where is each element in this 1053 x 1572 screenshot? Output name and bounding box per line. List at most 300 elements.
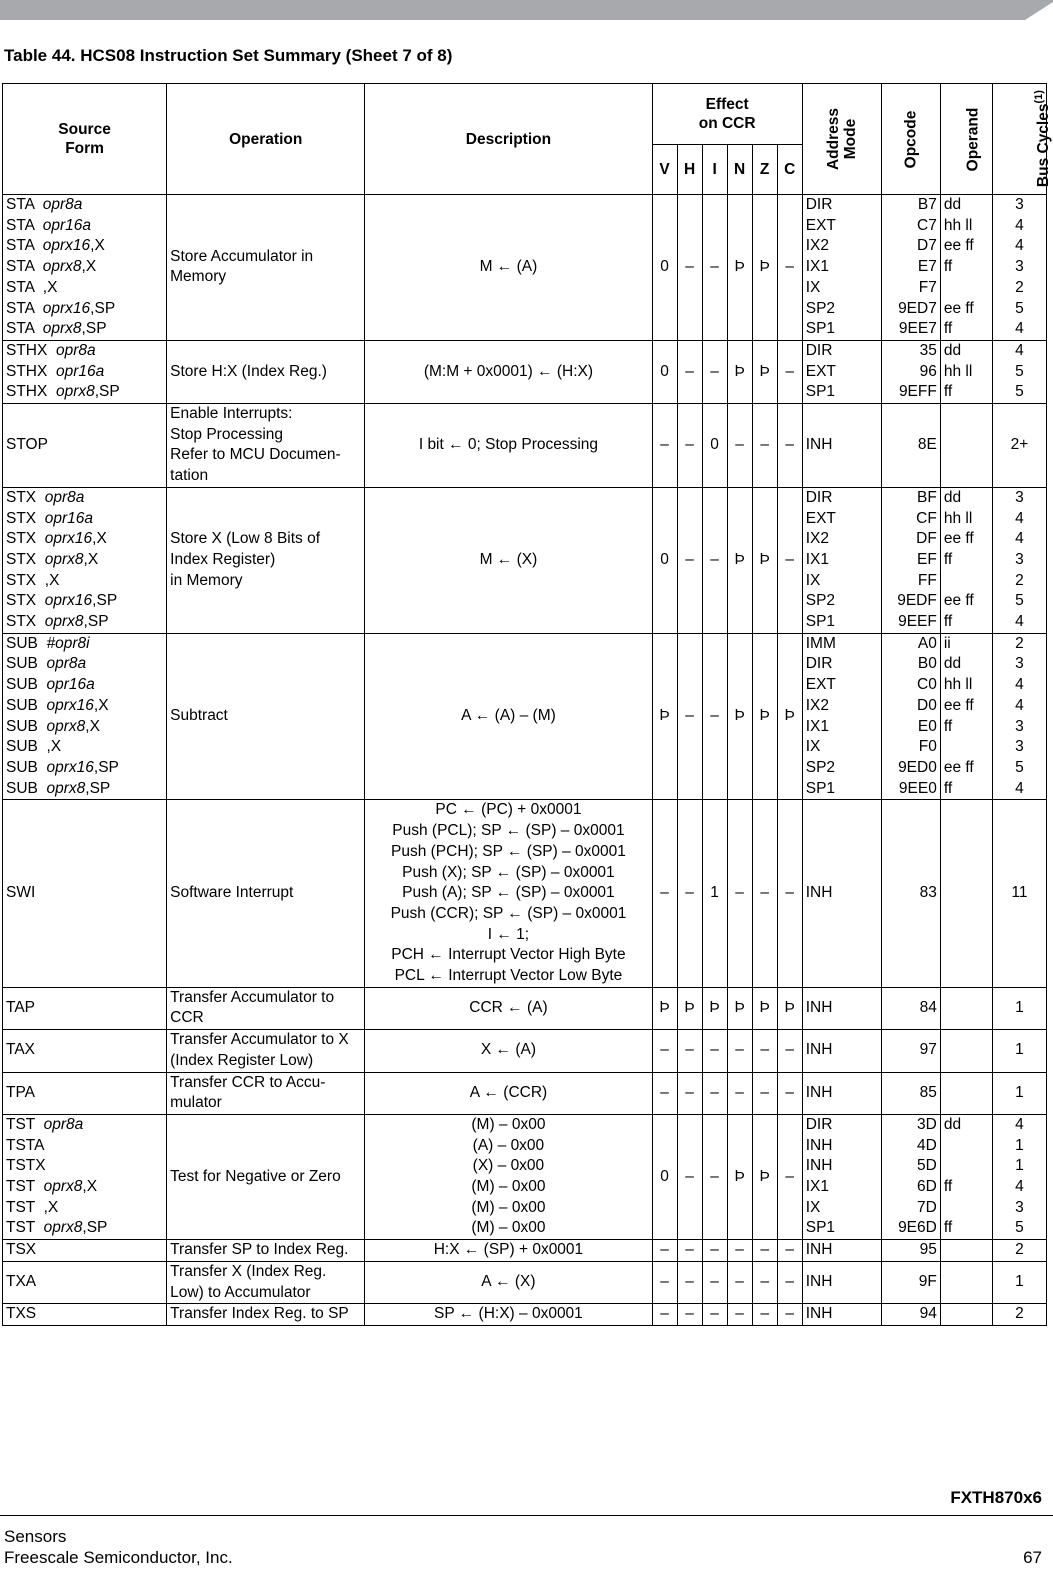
- ccr-flag-c: –: [777, 340, 802, 403]
- opcode: 9EE0: [898, 779, 937, 797]
- header-address-mode: [802, 84, 881, 195]
- opcode: 94: [919, 1305, 937, 1323]
- source-line: STX oprx8,X: [6, 550, 99, 568]
- operand: ff: [943, 1219, 953, 1237]
- operand-cell: [940, 987, 992, 1029]
- address-mode-cell: [802, 987, 881, 1029]
- source-line: TAX: [6, 1041, 35, 1059]
- operand-cell: [940, 1240, 992, 1262]
- address-mode: IX1: [805, 550, 829, 568]
- address-mode: SP1: [805, 779, 836, 797]
- operand: [944, 1156, 989, 1177]
- opcode: F7: [918, 278, 937, 296]
- operand-name: oprx8: [44, 613, 84, 631]
- address-mode: IX2: [805, 237, 829, 255]
- operand-cell: [940, 340, 992, 403]
- address-mode-cell: [802, 195, 881, 341]
- source-form-cell: [3, 800, 167, 987]
- ccr-flag-z: Þ: [752, 487, 777, 633]
- description-line: PCH ← Interrupt Vector High Byte: [391, 946, 626, 964]
- operation-line: in Memory: [170, 571, 243, 589]
- source-line: STHX opr8a: [6, 341, 96, 359]
- bus-cycles: 11: [1011, 884, 1028, 902]
- operand-cell: [940, 195, 992, 341]
- operand-cell: [940, 1030, 992, 1072]
- source-line: STA opr16a: [6, 216, 92, 234]
- ccr-flag-h: –: [677, 1030, 702, 1072]
- header-description: Description: [365, 84, 652, 195]
- description-line: Push (X); SP ← (SP) – 0x0001: [402, 863, 615, 881]
- ccr-flag-n: –: [727, 1240, 752, 1262]
- ccr-flag-v: –: [652, 1072, 677, 1114]
- address-mode: SP1: [805, 613, 836, 631]
- address-mode: IX: [805, 1198, 821, 1216]
- operand: hh ll: [943, 362, 973, 380]
- ccr-flag-n: Þ: [727, 195, 752, 341]
- operation-cell: [167, 1072, 365, 1114]
- bus-cycles: 3: [1015, 258, 1024, 276]
- operand-cell: [940, 1114, 992, 1239]
- opcode: 3D: [917, 1115, 937, 1133]
- description-line: H:X ← (SP) + 0x0001: [433, 1241, 584, 1259]
- operand: [944, 278, 989, 299]
- header-text: Form: [65, 140, 104, 157]
- operand-name: oprx16: [44, 530, 93, 548]
- description-cell: [365, 195, 652, 341]
- address-mode: IMM: [805, 634, 836, 652]
- address-mode: EXT: [805, 216, 836, 234]
- source-form-cell: [3, 195, 167, 341]
- description-line: I ← 1;: [487, 925, 530, 943]
- source-line: TST opr8a: [6, 1115, 84, 1133]
- header-effect-on-ccr: [652, 84, 802, 145]
- ccr-flag-n: Þ: [727, 987, 752, 1029]
- bus-cycles: 2: [1015, 571, 1024, 589]
- ccr-flag-c: –: [777, 1072, 802, 1114]
- source-line: TPA: [6, 1083, 35, 1101]
- operand: hh ll: [943, 216, 973, 234]
- address-mode: IX2: [805, 530, 829, 548]
- opcode: 35: [919, 341, 937, 359]
- table-row: [3, 340, 1047, 403]
- operand-name: opr16a: [55, 362, 105, 380]
- source-line: SUB opr16a: [6, 676, 95, 694]
- opcode: 9E6D: [898, 1219, 937, 1237]
- bus-cycles-cell: [992, 1072, 1046, 1114]
- operation-line: Store X (Low 8 Bits of: [170, 530, 321, 548]
- table-row: [3, 1304, 1047, 1326]
- address-mode: INH: [805, 1305, 833, 1323]
- ccr-flag-i: –: [702, 1304, 727, 1326]
- description-cell: [365, 1261, 652, 1303]
- header-flag-n: N: [727, 145, 752, 195]
- description-line: PC ← (PC) + 0x0001: [435, 801, 582, 819]
- operation-line: mulator: [170, 1094, 222, 1112]
- table-row: [3, 633, 1047, 800]
- address-mode: INH: [805, 1157, 833, 1175]
- header-text: Address: [824, 107, 842, 170]
- header-operand: Operand: [940, 84, 992, 195]
- operand: ff: [943, 383, 953, 401]
- operation-line: tation: [170, 467, 209, 485]
- operand-name: opr8a: [44, 488, 85, 506]
- ccr-flag-v: Þ: [652, 633, 677, 800]
- opcode-cell: [881, 487, 940, 633]
- operand: ff: [943, 258, 953, 276]
- ccr-flag-h: –: [677, 800, 702, 987]
- source-line: TST ,X: [6, 1198, 59, 1216]
- address-mode-cell: [802, 1261, 881, 1303]
- bus-cycles: 5: [1015, 362, 1024, 380]
- description-cell: [365, 987, 652, 1029]
- ccr-flag-z: –: [752, 404, 777, 488]
- opcode-cell: [881, 404, 940, 488]
- operand: [944, 1198, 989, 1219]
- bus-cycles: 5: [1015, 299, 1024, 317]
- source-form-cell: [3, 1030, 167, 1072]
- ccr-flag-v: 0: [652, 340, 677, 403]
- opcode-cell: [881, 1261, 940, 1303]
- ccr-flag-h: –: [677, 633, 702, 800]
- opcode: DF: [916, 530, 937, 548]
- operand-name: opr8a: [55, 341, 96, 359]
- address-mode: INH: [805, 999, 833, 1017]
- opcode: 8E: [917, 436, 937, 454]
- operand: dd: [943, 1115, 962, 1133]
- opcode: F0: [918, 738, 937, 756]
- operation-cell: Store H:X (Index Reg.): [167, 340, 365, 403]
- address-mode-cell: [802, 1072, 881, 1114]
- operand: hh ll: [943, 676, 973, 694]
- ccr-flag-h: –: [677, 195, 702, 341]
- ccr-flag-v: –: [652, 1030, 677, 1072]
- operand: [944, 1136, 989, 1157]
- bus-cycles-cell: [992, 1240, 1046, 1262]
- bus-cycles: 1: [1015, 1083, 1024, 1101]
- description-line: (A) – 0x00: [472, 1136, 545, 1154]
- description-line: M ← (X): [479, 550, 538, 568]
- description-cell: [365, 633, 652, 800]
- table-row: [3, 487, 1047, 633]
- ccr-flag-c: –: [777, 800, 802, 987]
- source-line: STA oprx8,X: [6, 258, 97, 276]
- header-source-form: [3, 84, 167, 195]
- bus-cycles: 4: [1015, 696, 1024, 714]
- bus-cycles: 2+: [1010, 436, 1029, 454]
- source-line: TSX: [6, 1241, 37, 1259]
- address-mode-cell: [802, 1304, 881, 1326]
- operand: [944, 998, 989, 1019]
- ccr-flag-v: –: [652, 1261, 677, 1303]
- operation-cell: Transfer X (Index Reg. Low) to Accumulator: [167, 1261, 365, 1303]
- ccr-flag-i: –: [702, 633, 727, 800]
- opcode: 84: [919, 999, 937, 1017]
- header-flag-i: I: [702, 145, 727, 195]
- description-line: A ← (X): [481, 1273, 536, 1291]
- address-mode: DIR: [805, 488, 833, 506]
- bus-cycles-cell: [992, 404, 1046, 488]
- table-row: [3, 404, 1047, 488]
- opcode: D7: [917, 237, 937, 255]
- address-mode: SP1: [805, 1219, 836, 1237]
- operand-name: oprx16: [42, 299, 91, 317]
- bus-cycles: 5: [1015, 383, 1024, 401]
- ccr-flag-i: –: [702, 1072, 727, 1114]
- address-mode: IX2: [805, 696, 829, 714]
- opcode: FF: [917, 571, 937, 589]
- operand-name: oprx8: [46, 779, 86, 797]
- operand-name: oprx8: [42, 320, 82, 338]
- opcode: 9EEF: [898, 613, 937, 631]
- opcode-cell: [881, 1072, 940, 1114]
- opcode: 6D: [917, 1178, 937, 1196]
- ccr-flag-i: –: [702, 1261, 727, 1303]
- bus-cycles: 3: [1015, 1198, 1024, 1216]
- bus-cycles: 2: [1015, 278, 1024, 296]
- ccr-flag-z: –: [752, 1261, 777, 1303]
- description-line: SP ← (H:X) – 0x0001: [434, 1305, 583, 1323]
- ccr-flag-h: Þ: [677, 987, 702, 1029]
- header-bus-cycles: Bus Cycles$^{(1)}$: [992, 84, 1046, 195]
- description-line: A ← (CCR): [469, 1083, 548, 1101]
- bus-cycles-cell: [992, 1261, 1046, 1303]
- description-line: (M) – 0x00: [471, 1198, 546, 1216]
- bus-cycles: 4: [1015, 613, 1024, 631]
- source-form-cell: [3, 1072, 167, 1114]
- source-line: TAP: [6, 999, 35, 1017]
- table-row: [3, 987, 1047, 1029]
- ccr-flag-i: 1: [702, 800, 727, 987]
- opcode-cell: [881, 340, 940, 403]
- address-mode-cell: [802, 487, 881, 633]
- ccr-flag-n: –: [727, 1072, 752, 1114]
- description-cell: [365, 1072, 652, 1114]
- bus-cycles: 5: [1015, 1219, 1024, 1237]
- footer-divider: [0, 1515, 1053, 1516]
- bus-cycles: 3: [1015, 717, 1024, 735]
- operand: ff: [943, 717, 953, 735]
- description-line: (X) – 0x00: [472, 1157, 545, 1175]
- bus-cycles: 1: [1015, 999, 1024, 1017]
- address-mode: DIR: [805, 196, 833, 213]
- bus-cycles: 4: [1015, 1115, 1024, 1133]
- operation-line: Refer to MCU Documen-: [170, 446, 341, 464]
- operation-line: Index Register): [170, 550, 276, 568]
- ccr-flag-z: Þ: [752, 195, 777, 341]
- address-mode: INH: [805, 1041, 833, 1059]
- opcode: 9F: [918, 1273, 937, 1291]
- source-line: SUB oprx8,X: [6, 717, 100, 735]
- opcode: 7D: [917, 1198, 937, 1216]
- operand: hh ll: [943, 509, 973, 527]
- opcode: BF: [917, 488, 937, 506]
- opcode: 9EDF: [897, 592, 937, 610]
- operand-name: opr16a: [46, 676, 95, 694]
- bus-cycles-cell: [992, 1114, 1046, 1239]
- ccr-flag-v: Þ: [652, 987, 677, 1029]
- ccr-flag-v: 0: [652, 195, 677, 341]
- operation-cell: Transfer SP to Index Reg.: [167, 1240, 365, 1262]
- operation-cell: Subtract: [167, 633, 365, 800]
- opcode: 5D: [917, 1157, 937, 1175]
- source-form-cell: [3, 987, 167, 1029]
- address-mode: INH: [805, 1241, 833, 1259]
- opcode: 97: [919, 1041, 937, 1059]
- operation-line: Stop Processing: [170, 425, 284, 443]
- table-row: [3, 1030, 1047, 1072]
- bus-cycles: 1: [1015, 1136, 1024, 1154]
- opcode: C0: [917, 676, 937, 694]
- opcode: B0: [917, 655, 937, 673]
- address-mode: IX: [805, 571, 821, 589]
- operand: ff: [943, 613, 953, 631]
- ccr-flag-i: –: [702, 195, 727, 341]
- source-form-cell: [3, 1240, 167, 1262]
- operation-line: Transfer CCR to Accu-: [170, 1073, 326, 1091]
- operand: [944, 1272, 989, 1293]
- ccr-flag-h: –: [677, 1240, 702, 1262]
- address-mode: SP1: [805, 320, 836, 338]
- description-cell: [365, 1114, 652, 1239]
- operation-line: Enable Interrupts:: [170, 405, 293, 423]
- operand: [944, 571, 989, 592]
- address-mode: EXT: [805, 509, 836, 527]
- operation-cell: Software Interrupt: [167, 800, 365, 987]
- operand: ee ff: [943, 237, 974, 255]
- description-cell: [365, 1240, 652, 1262]
- ccr-flag-h: –: [677, 1072, 702, 1114]
- bus-cycles: 4: [1015, 216, 1024, 234]
- ccr-flag-n: Þ: [727, 633, 752, 800]
- description-line: X ← (A): [480, 1041, 536, 1059]
- address-mode: DIR: [805, 655, 833, 673]
- ccr-flag-h: –: [677, 1304, 702, 1326]
- address-mode: EXT: [805, 676, 836, 694]
- address-mode: SP1: [805, 383, 836, 401]
- description-cell: [365, 487, 652, 633]
- opcode: 83: [919, 884, 937, 902]
- bus-cycles: 3: [1015, 738, 1024, 756]
- bus-cycles: 3: [1015, 550, 1024, 568]
- operand: ii: [943, 634, 951, 652]
- ccr-flag-i: –: [702, 340, 727, 403]
- header-flag-c: C: [777, 145, 802, 195]
- description-line: I bit ← 0; Stop Processing: [418, 436, 599, 454]
- source-form-cell: [3, 404, 167, 488]
- address-mode: INH: [805, 1083, 833, 1101]
- ccr-flag-z: Þ: [752, 1114, 777, 1239]
- operation-cell: Transfer Accumulator to CCR: [167, 987, 365, 1029]
- operand-cell: [940, 404, 992, 488]
- operand-cell: [940, 1261, 992, 1303]
- bus-cycles: 2: [1015, 1241, 1024, 1259]
- ccr-flag-n: Þ: [727, 1114, 752, 1239]
- operand-name: #opr8i: [46, 634, 90, 652]
- operation-cell: Transfer Accumulator to X (Index Register Low): [167, 1030, 365, 1072]
- ccr-flag-z: –: [752, 800, 777, 987]
- ccr-flag-z: Þ: [752, 987, 777, 1029]
- operand-name: oprx8: [42, 258, 82, 276]
- address-mode: SP2: [805, 299, 836, 317]
- bus-cycles: 4: [1015, 1178, 1024, 1196]
- ccr-flag-h: –: [677, 1114, 702, 1239]
- bus-cycles: 4: [1015, 237, 1024, 255]
- operand-name: opr8a: [42, 196, 83, 213]
- opcode: 4D: [917, 1136, 937, 1154]
- bus-cycles: 2: [1015, 634, 1024, 652]
- opcode: 9ED7: [898, 299, 937, 317]
- operand-cell: [940, 1304, 992, 1326]
- address-mode: IX1: [805, 717, 829, 735]
- opcode-cell: [881, 1114, 940, 1239]
- bus-cycles: 4: [1015, 779, 1024, 797]
- ccr-flag-c: Þ: [777, 987, 802, 1029]
- source-line: STX ,X: [6, 571, 60, 589]
- bus-cycles: 5: [1015, 592, 1024, 610]
- operand: ff: [943, 1178, 953, 1196]
- top-banner-bar: [0, 0, 1053, 20]
- ccr-flag-v: –: [652, 1240, 677, 1262]
- opcode-cell: [881, 633, 940, 800]
- ccr-flag-z: –: [752, 1240, 777, 1262]
- operand: [944, 1083, 989, 1104]
- bus-cycles-cell: [992, 340, 1046, 403]
- description-line: Push (PCL); SP ← (SP) – 0x0001: [392, 822, 625, 840]
- operand-name: opr8a: [43, 1115, 84, 1133]
- source-line: SUB oprx16,SP: [6, 758, 119, 776]
- table-title: Table 44. HCS08 Instruction Set Summary (Sheet 7 of 8): [4, 46, 453, 65]
- bus-cycles-cell: [992, 487, 1046, 633]
- bus-cycles: 1: [1015, 1273, 1024, 1291]
- operation-cell: Test for Negative or Zero: [167, 1114, 365, 1239]
- address-mode-cell: [802, 1114, 881, 1239]
- description-line: M ← (A): [479, 258, 538, 276]
- operand-name: oprx8: [43, 1178, 83, 1196]
- address-mode: INH: [805, 1273, 833, 1291]
- description-cell: [365, 1304, 652, 1326]
- address-mode-cell: [802, 404, 881, 488]
- source-line: SUB oprx16,X: [6, 696, 109, 714]
- ccr-flag-n: –: [727, 800, 752, 987]
- bus-cycles: 4: [1015, 509, 1024, 527]
- opcode-cell: [881, 1304, 940, 1326]
- source-line: SUB oprx8,SP: [6, 779, 111, 797]
- bus-cycles: 3: [1015, 196, 1024, 213]
- operand: dd: [943, 655, 962, 673]
- source-line: TST oprx8,X: [6, 1178, 98, 1196]
- address-mode: EXT: [805, 362, 836, 380]
- source-line: STX opr16a: [6, 509, 94, 527]
- source-line: TXA: [6, 1273, 37, 1291]
- table-row: [3, 1261, 1047, 1303]
- operand-name: oprx16: [44, 592, 93, 610]
- opcode-cell: [881, 1240, 940, 1262]
- header-flag-v: V: [652, 145, 677, 195]
- ccr-flag-v: 0: [652, 1114, 677, 1239]
- address-mode: SP2: [805, 592, 836, 610]
- opcode: E7: [917, 258, 937, 276]
- source-line: STHX opr16a: [6, 362, 105, 380]
- address-mode-cell: [802, 1240, 881, 1262]
- description-line: (M:M + 0x0001) ← (H:X): [423, 362, 594, 380]
- operation-cell: [167, 404, 365, 488]
- opcode: E0: [917, 717, 937, 735]
- ccr-flag-c: –: [777, 195, 802, 341]
- operation-cell: Transfer Index Reg. to SP: [167, 1304, 365, 1326]
- ccr-flag-z: –: [752, 1304, 777, 1326]
- description-cell: [365, 404, 652, 488]
- bus-cycles-cell: [992, 1304, 1046, 1326]
